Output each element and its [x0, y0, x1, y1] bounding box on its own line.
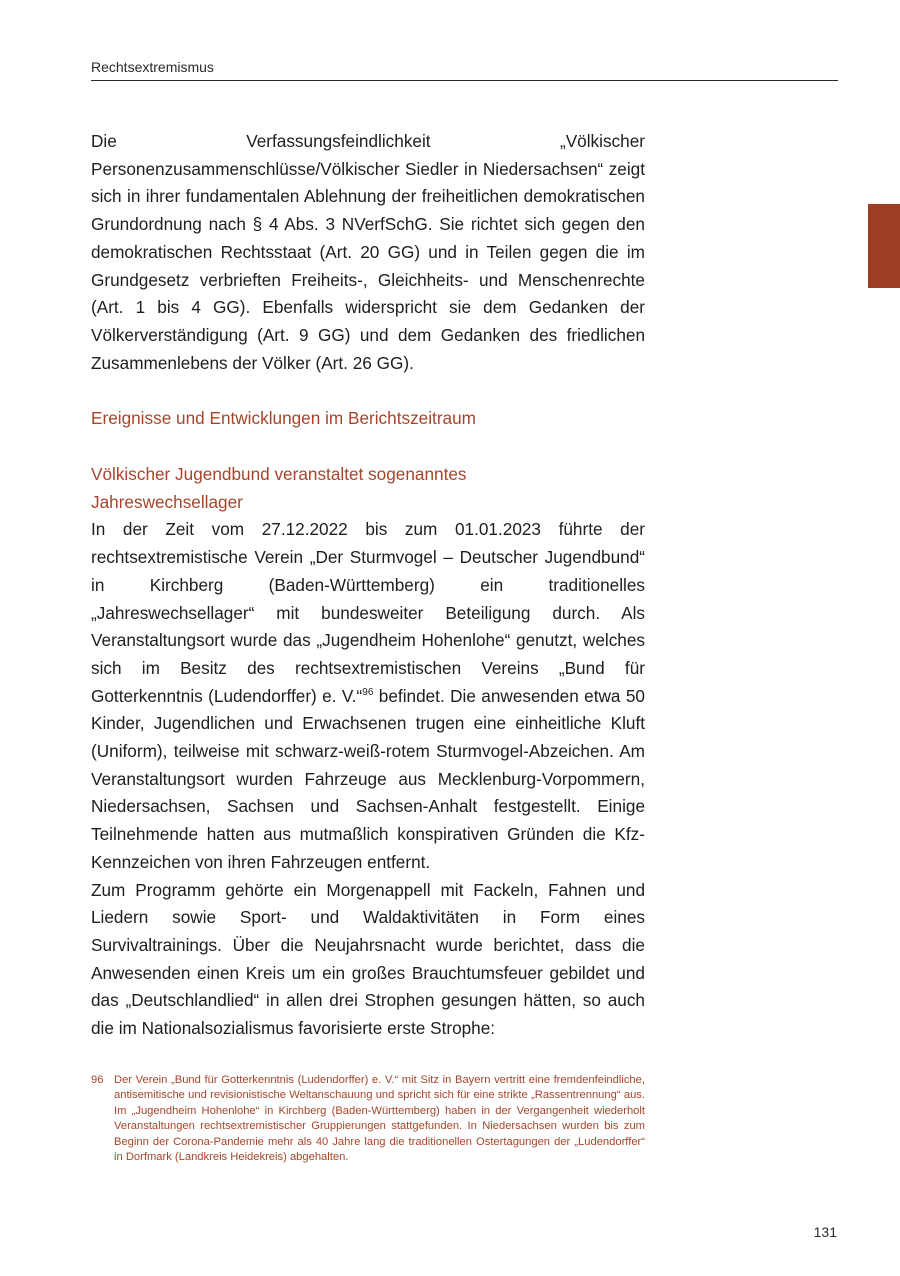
chapter-tab-marker	[868, 204, 900, 288]
footnote-number: 96	[91, 1074, 104, 1086]
sub-heading-line2: Jahreswechsellager	[91, 491, 243, 512]
page-number: 131	[813, 1224, 837, 1240]
sub-heading-line1: Völkischer Jugendbund veranstaltet sogenanntes	[91, 464, 467, 485]
event-paragraph	[91, 516, 645, 876]
section-heading: Ereignisse und Entwicklungen im Berichtszeitraum	[91, 408, 476, 429]
footnote-text: Der Verein „Bund für Gotterkenntnis (Ludendorffer) e. V.“ mit Sitz in Bayern vertritt eine fremdenfeindliche, antisemitische und revisionistische Weltanschauung und spricht sich für eine strikte „Rassentrennung“ aus. Im „Jugendheim Hohenlohe“ in Kirchberg (Baden-Württemberg) haben in der Vergangenheit wiederholt Veranstaltungen rechtsextremistischer Gruppierungen stattgefunden. In Niedersachsen wurden bis zum Beginn der Corona-Pandemie mehr als 40 Jahre lang die traditionellen Ostertagungen der „Ludendorffer“ in Dorfmark (Landkreis Heidekreis) abgehalten.	[114, 1074, 645, 1164]
event-paragraph-part2: befindet. Die anwesenden etwa 50 Kinder, Jugendlichen und Erwachsenen trugen eine einheitliche Kluft (Uniform), teilweise mit schwarz-weiß-rotem Sturmvogel-Abzeichen. Am Veranstaltungsort wurden Fahrzeuge aus Mecklenburg-Vorpommern, Niedersachsen, Sachsen und Sachsen-Anhalt festgestellt. Einige Teilnehmende hatten aus mutmaßlich konspirativen Gründen die Kfz-Kennzeichen von ihren Fahrzeugen entfernt.	[91, 685, 645, 872]
program-paragraph: Zum Programm gehörte ein Morgenappell mit Fackeln, Fahnen und Liedern sowie Sport- und Waldaktivitäten in Form eines Survivaltrainings. Über die Neujahrsnacht wurde berichtet, dass die Anwesenden einen Kreis um ein großes Brauchtumsfeuer gebildet und das „Deutschlandlied“ in allen drei Strophen gesungen hätten, so auch die im Nationalsozialismus favorisierte erste Strophe:	[91, 879, 645, 1039]
footnote-reference[interactable]: 96	[362, 686, 374, 698]
event-paragraph-part1: In der Zeit vom 27.12.2022 bis zum 01.01.2023 führte der rechtsextremistische Verein „Der Sturmvogel – Deutscher Jugendbund“ in Kirchberg (Baden-Württemberg) ein traditionelles „Jahreswechsellager“ mit bundesweiter Beteiligung durch. Als Veranstaltungsort wurde das „Jugendheim Hohenlohe“ genutzt, welches sich im Besitz des rechtsextremistischen Vereins „Bund für Gotterkenntnis (Ludendorffer) e. V.“	[91, 519, 645, 706]
footnote	[91, 1073, 645, 1165]
intro-paragraph: Die Verfassungsfeindlichkeit „Völkischer Personenzusammenschlüsse/Völkischer Siedler in Niedersachsen“ zeigt sich in ihrer fundamentalen Ablehnung der freiheitlichen demokratischen Grundordnung nach § 4 Abs. 3 NVerfSchG. Sie richtet sich gegen den demokratischen Rechtsstaat (Art. 20 GG) und in Teilen gegen die im Grundgesetz verbrieften Freiheits-, Gleichheits- und Menschenrechte (Art. 1 bis 4 GG). Ebenfalls widerspricht sie dem Gedanken der Völkerverständigung (Art. 9 GG) und dem Gedanken des friedlichen Zusammenlebens der Völker (Art. 26 GG).	[91, 131, 645, 373]
running-header: Rechtsextremismus	[91, 57, 838, 81]
sub-heading	[91, 461, 645, 516]
main-content	[91, 128, 645, 1043]
